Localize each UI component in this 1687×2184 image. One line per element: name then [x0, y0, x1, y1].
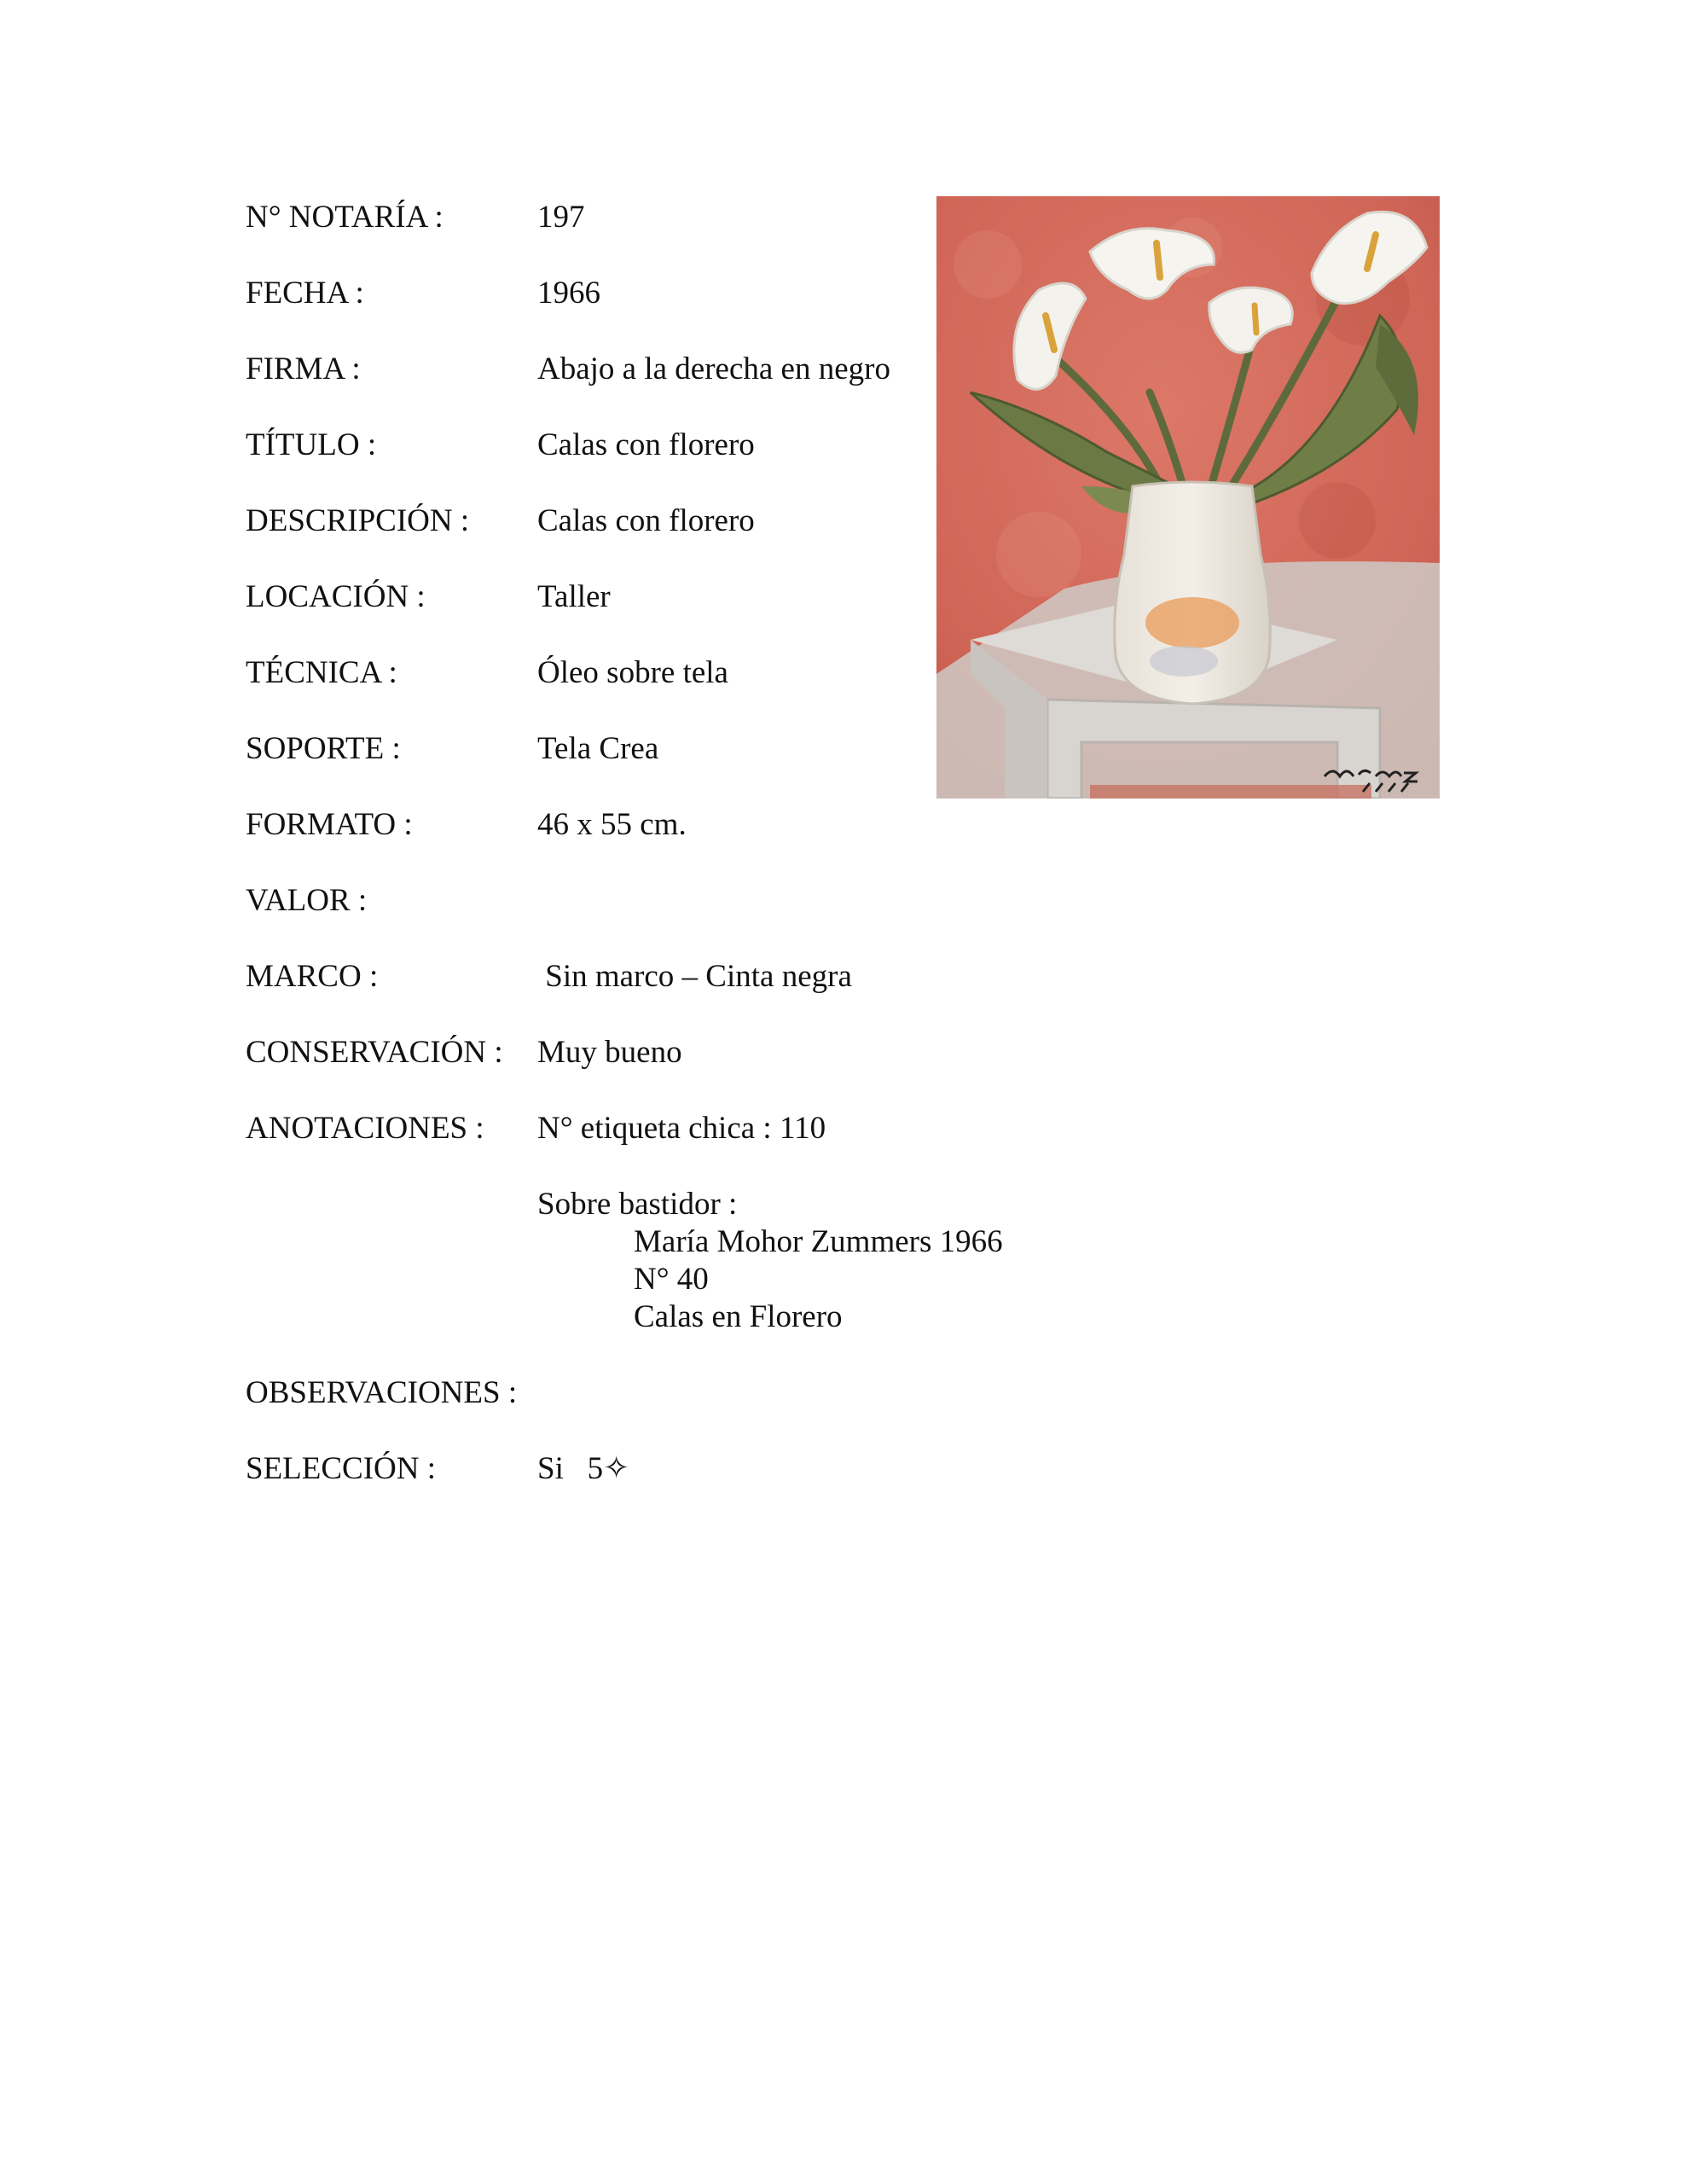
field-label: OBSERVACIONES :: [246, 1375, 518, 1410]
painting-svg: [936, 196, 1440, 799]
painting-image: [936, 196, 1440, 799]
field-value: N° etiqueta chica : 110: [537, 1111, 826, 1146]
field-value: 1966: [537, 276, 600, 311]
field-value: Sin marco – Cinta negra: [537, 959, 852, 994]
field-value: Muy bueno: [537, 1035, 682, 1070]
field-label: FIRMA :: [246, 351, 361, 386]
field-value: Tela Crea: [537, 731, 659, 766]
field-label: ANOTACIONES :: [246, 1111, 484, 1146]
annotations-line: María Mohor Zummers 1966: [634, 1224, 1003, 1259]
floor-strip: [1090, 785, 1371, 799]
vase-reflection: [1145, 597, 1239, 648]
field-label: FORMATO :: [246, 807, 413, 842]
annotations-line: N° 40: [634, 1262, 709, 1297]
field-value: Óleo sobre tela: [537, 655, 728, 690]
field-label: CONSERVACIÓN :: [246, 1035, 503, 1070]
field-label: SELECCIÓN :: [246, 1451, 437, 1486]
annotations-line: Calas en Florero: [634, 1299, 843, 1334]
field-label: TÉCNICA :: [246, 655, 397, 690]
field-value: Taller: [537, 579, 611, 614]
field-label: SOPORTE :: [246, 731, 401, 766]
field-value: Calas con florero: [537, 503, 755, 538]
field-label: VALOR :: [246, 883, 368, 918]
field-label: TÍTULO :: [246, 427, 377, 462]
field-value: Abajo a la derecha en negro: [537, 351, 890, 386]
field-label: LOCACIÓN :: [246, 579, 426, 614]
field-value: 197: [537, 200, 585, 235]
field-label: MARCO :: [246, 959, 379, 994]
field-value: Calas con florero: [537, 427, 755, 462]
field-label: FECHA :: [246, 276, 364, 311]
field-label: DESCRIPCIÓN :: [246, 503, 470, 538]
field-value: Si 5✧: [537, 1451, 630, 1486]
field-value: 46 x 55 cm.: [537, 807, 687, 842]
annotations-heading: Sobre bastidor :: [537, 1187, 738, 1222]
field-label: N° NOTARÍA :: [246, 200, 443, 235]
